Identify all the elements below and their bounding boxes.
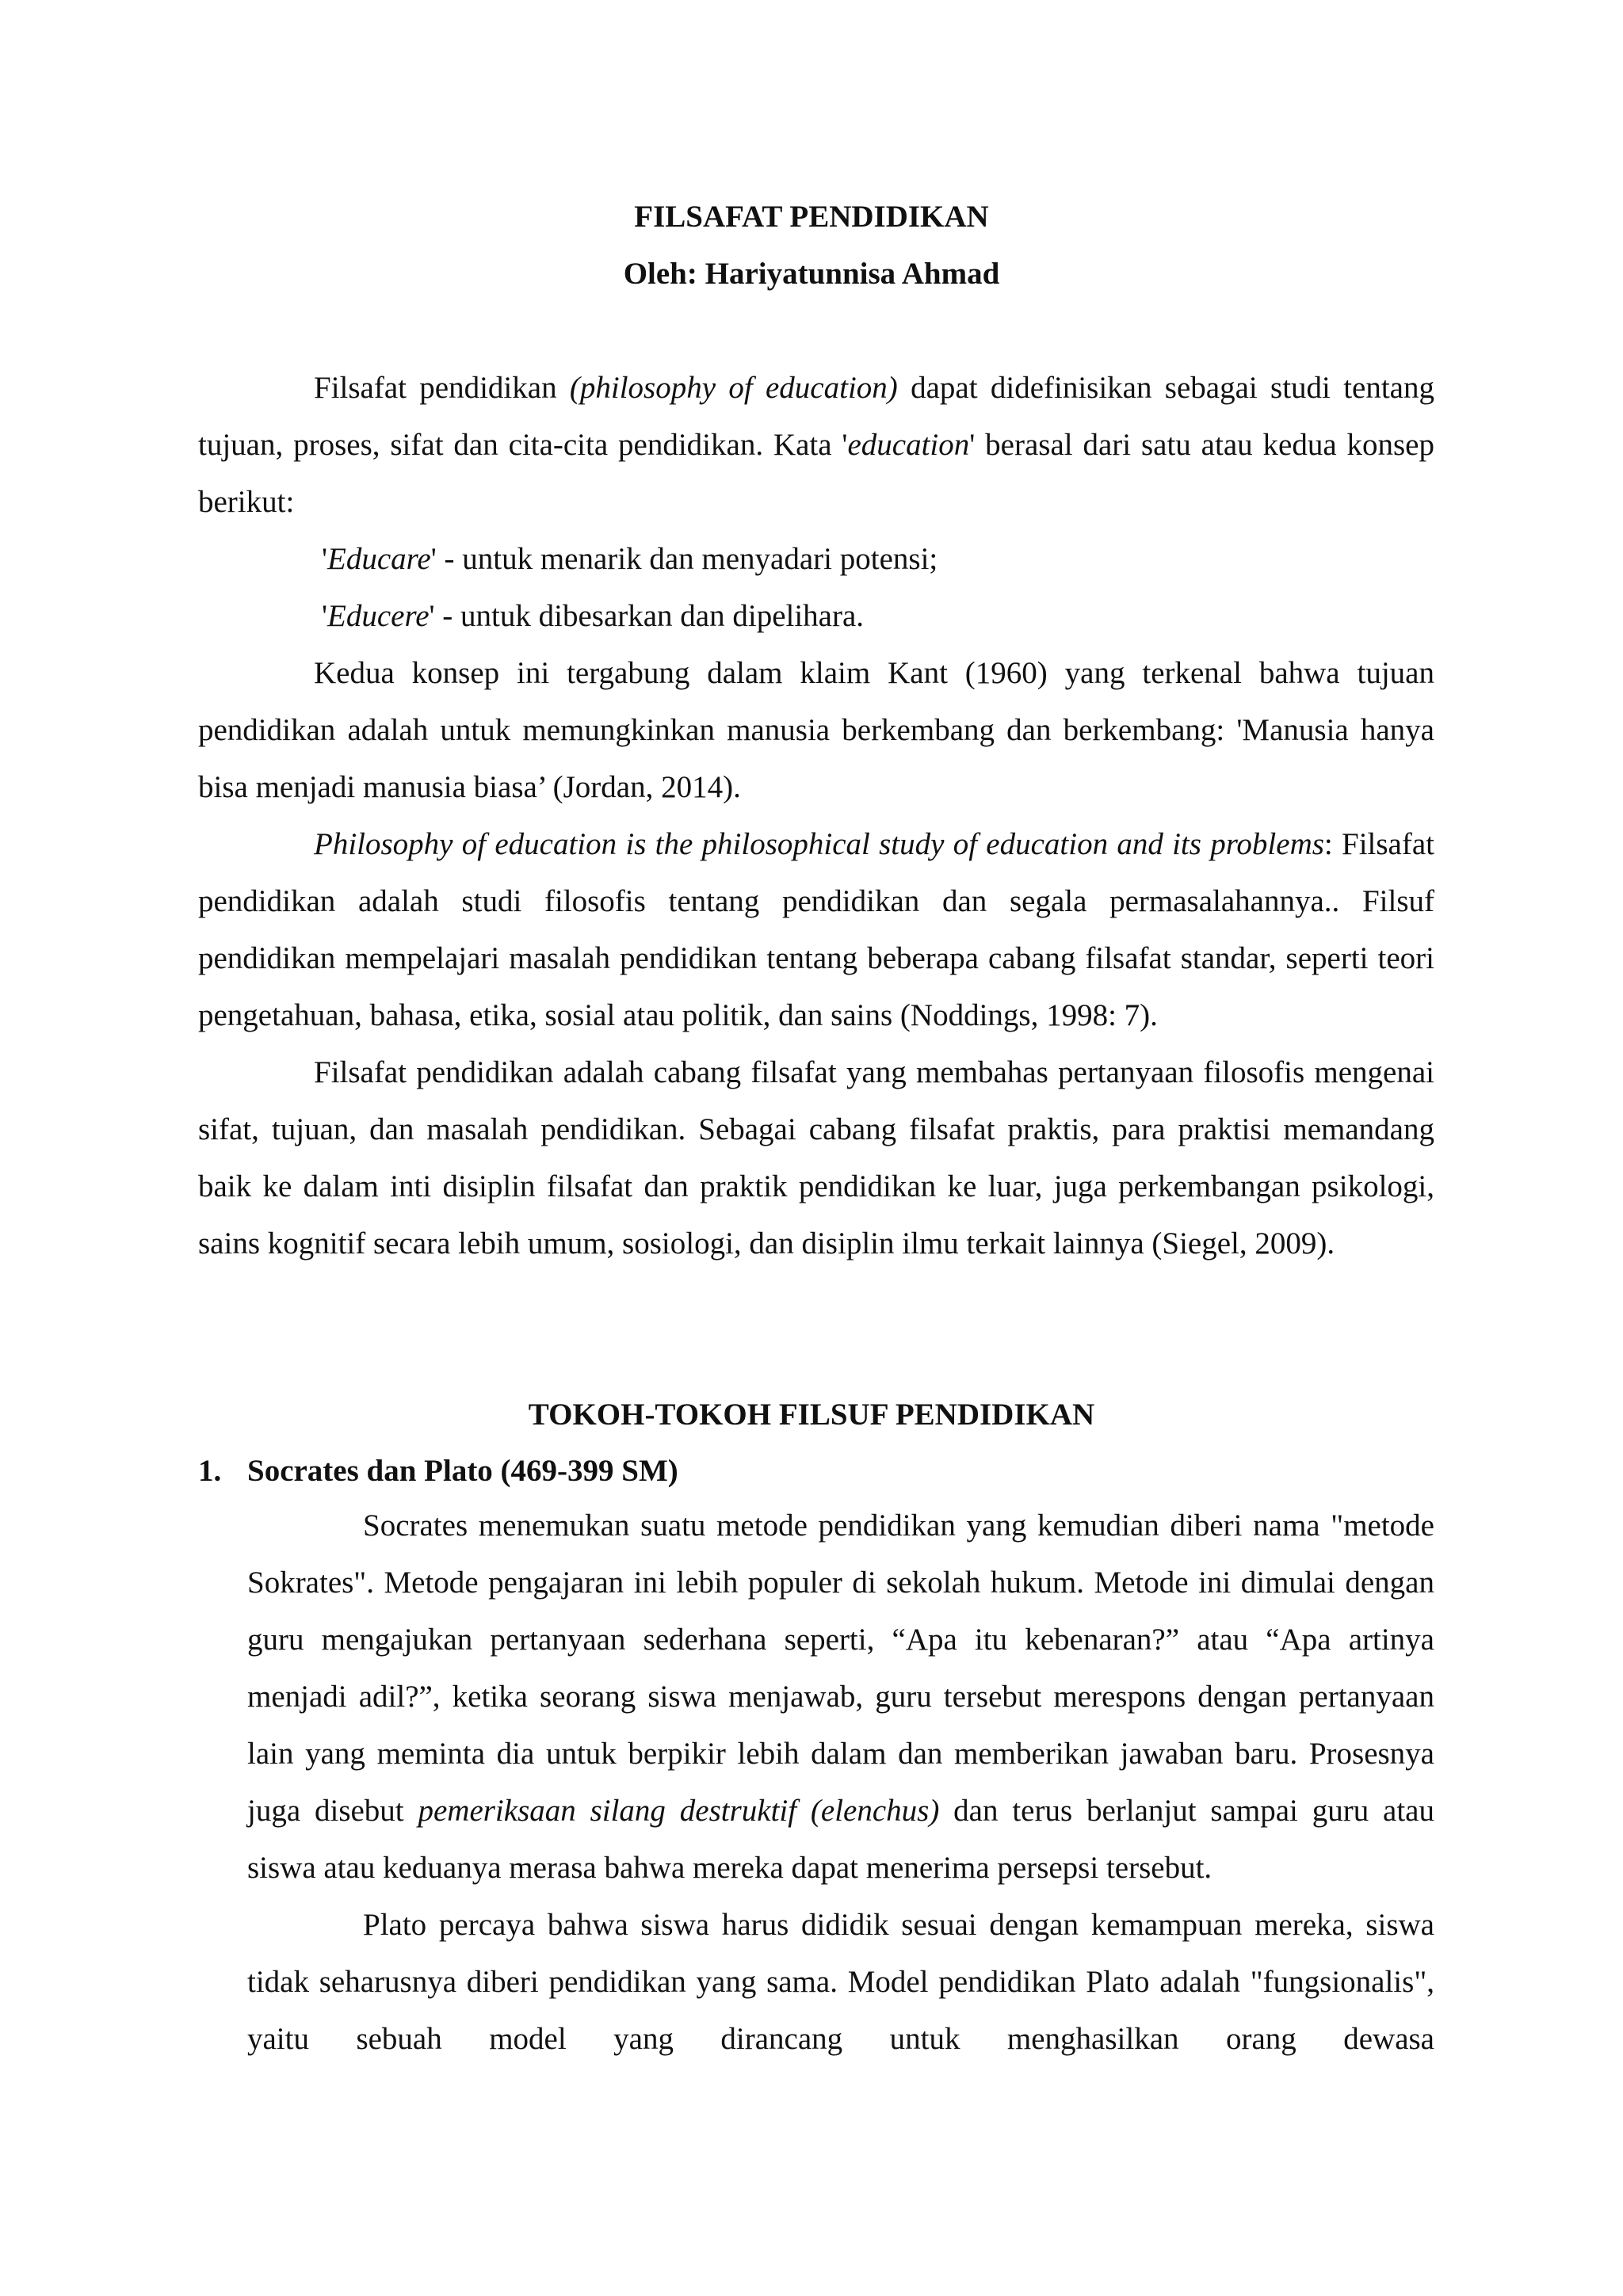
item-1-title: Socrates dan Plato (469-399 SM): [247, 1454, 678, 1488]
term-philosophy-definition: Philosophy of education is the philosophical study of education and its problems: [314, 827, 1324, 861]
item-1-heading: [198, 1452, 678, 1490]
intro-paragraph-2: Kedua konsep ini tergabung dalam klaim Kant (1960) yang terkenal bahwa tujuan pendidikan adalah untuk memungkinkan manusia berkembang dan berkembang: 'Manusia hanya bisa menjadi manusia biasa’ (Jordan, 2014).: [198, 656, 1434, 804]
intro-paragraph-1: Filsafat pendidikan (philosophy of education) dapat didefinisikan sebagai studi tentang tujuan, proses, sifat dan cita-cita pendidikan. Kata 'education' berasal dari satu atau kedua konsep berikut:: [198, 371, 1434, 519]
document-author: Oleh: Hariyatunnisa Ahmad: [623, 257, 1000, 291]
term-elenchus: pemeriksaan silang destruktif (elenchus): [418, 1794, 940, 1828]
item-1-number: 1.: [198, 1454, 222, 1488]
concept-educere: 'Educere' - untuk dibesarkan dan dipelihara.: [322, 599, 865, 633]
concept-educare: 'Educare' - untuk menarik dan menyadari potensi;: [322, 542, 938, 576]
section-title: TOKOH-TOKOH FILSUF PENDIDIKAN: [528, 1398, 1095, 1432]
document-title: FILSAFAT PENDIDIKAN: [634, 200, 989, 234]
intro-paragraph-4: Filsafat pendidikan adalah cabang filsafat yang membahas pertanyaan filosofis mengenai sifat, tujuan, dan masalah pendidikan. Sebagai cabang filsafat praktis, para praktisi memandang baik ke dalam inti disiplin filsafat dan praktik pendidikan ke luar, juga perkembangan psikologi, sains kognitif secara lebih umum, sosiologi, dan disiplin ilmu terkait lainnya (Siegel, 2009).: [198, 1055, 1434, 1261]
term-education: education: [847, 428, 970, 462]
intro-section: [198, 360, 1434, 1272]
item-1-body: [247, 1497, 1434, 2068]
plato-paragraph: Plato percaya bahwa siswa harus dididik sesuai dengan kemampuan mereka, siswa tidak seharusnya diberi pendidikan yang sama. Model pendidikan Plato adalah "fungsionalis", yaitu sebuah model yang dirancang untuk menghasilkan orang dewasa: [247, 1908, 1434, 2056]
intro-paragraph-3: Philosophy of education is the philosophical study of education and its problems: Filsafat pendidikan adalah studi filosofis tentang pendidikan dan segala permasalahannya.. Filsuf pendidikan mempelajari masalah pendidikan tentang beberapa cabang filsafat standar, seperti teori pengetahuan, bahasa, etika, sosial atau politik, dan sains (Noddings, 1998: 7).: [198, 827, 1434, 1032]
socrates-paragraph: Socrates menemukan suatu metode pendidikan yang kemudian diberi nama "metode Sokrates". Metode pengajaran ini lebih populer di sekolah hukum. Metode ini dimulai dengan guru mengajukan pertanyaan sederhana seperti, “Apa itu kebenaran?” atau “Apa artinya menjadi adil?”, ketika seorang siswa menjawab, guru tersebut merespons dengan pertanyaan lain yang meminta dia untuk berpikir lebih dalam dan memberikan jawaban baru. Prosesnya juga disebut pemeriksaan silang destruktif (elenchus) dan terus berlanjut sampai guru atau siswa atau keduanya merasa bahwa mereka dapat menerima persepsi tersebut.: [247, 1508, 1434, 1885]
term-philosophy-of-education: (philosophy of education): [569, 371, 898, 405]
